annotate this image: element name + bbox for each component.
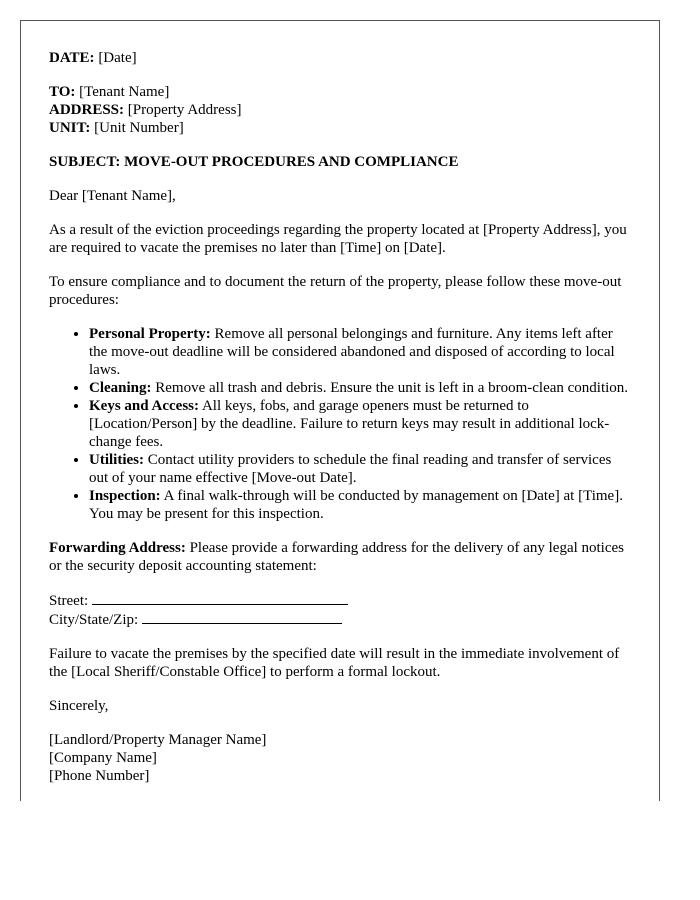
signature-name: [Landlord/Property Manager Name] xyxy=(49,732,267,748)
unit-label: UNIT: xyxy=(49,120,91,136)
closing-paragraph: Failure to vacate the premises by the specified date will result in the immediate involvement of the [Local Sheriff/Constable Office] to perform a formal lockout. xyxy=(49,646,620,680)
address-value: [Property Address] xyxy=(127,102,242,118)
to-value: [Tenant Name] xyxy=(79,84,170,100)
forwarding-text: Please provide a forwarding address for the delivery of any legal notices or the security deposit accounting statement: xyxy=(49,540,625,574)
street-label: Street: xyxy=(49,593,89,609)
recipient-block xyxy=(49,83,631,137)
procedure-text: Remove all trash and debris. Ensure the unit is left in a broom-clean condition. xyxy=(155,380,629,396)
procedure-item-cleaning xyxy=(89,379,631,397)
forwarding-paragraph xyxy=(49,539,631,575)
forwarding-label: Forwarding Address: xyxy=(49,540,186,556)
procedure-item-utilities xyxy=(89,451,631,487)
date-label: DATE: xyxy=(49,50,95,66)
forwarding-fields xyxy=(49,591,631,629)
subject-text: SUBJECT: MOVE-OUT PROCEDURES AND COMPLIANCE xyxy=(49,154,459,170)
to-label: TO: xyxy=(49,84,76,100)
procedure-title: Cleaning: xyxy=(89,380,152,396)
signature-block xyxy=(49,731,631,785)
procedure-text: Contact utility providers to schedule the final reading and transfer of services out of your name effective [Move-out Date]. xyxy=(89,452,612,486)
city-line xyxy=(49,610,631,629)
address-line xyxy=(49,101,631,119)
subject-line xyxy=(49,153,631,171)
street-line xyxy=(49,591,631,610)
sign-off: Sincerely, xyxy=(49,698,109,714)
procedure-item-inspection xyxy=(89,487,631,523)
procedure-title: Personal Property: xyxy=(89,326,211,342)
procedure-title: Utilities: xyxy=(89,452,144,468)
salutation: Dear [Tenant Name], xyxy=(49,188,176,204)
procedure-title: Keys and Access: xyxy=(89,398,199,414)
date-value: [Date] xyxy=(98,50,137,66)
unit-value: [Unit Number] xyxy=(94,120,184,136)
city-label: City/State/Zip: xyxy=(49,612,139,628)
procedure-text: Remove all personal belongings and furniture. Any items left after the move-out deadline will be considered abandoned and disposed of according to local laws. xyxy=(89,326,615,378)
procedure-text: All keys, fobs, and garage openers must be returned to [Location/Person] by the deadline. Failure to return keys may result in additional lock-change fees. xyxy=(89,398,610,450)
to-line xyxy=(49,83,631,101)
unit-line xyxy=(49,119,631,137)
city-blank-field[interactable] xyxy=(142,610,342,624)
procedure-item-keys-and-access xyxy=(89,397,631,451)
procedures-intro: To ensure compliance and to document the return of the property, please follow these move-out procedures: xyxy=(49,274,622,308)
signature-company: [Company Name] xyxy=(49,750,157,766)
date-line xyxy=(49,49,631,67)
procedure-text: A final walk-through will be conducted by management on [Date] at [Time]. You may be present for this inspection. xyxy=(89,488,623,522)
address-label: ADDRESS: xyxy=(49,102,125,118)
letter-page xyxy=(20,20,660,801)
street-blank-field[interactable] xyxy=(92,591,348,605)
signature-phone: [Phone Number] xyxy=(49,768,150,784)
procedures-list xyxy=(49,325,631,523)
procedure-title: Inspection: xyxy=(89,488,161,504)
intro-paragraph: As a result of the eviction proceedings regarding the property located at [Property Address], you are required to vacate the premises no later than [Time] on [Date]. xyxy=(49,222,627,256)
procedure-item-personal-property xyxy=(89,325,631,379)
